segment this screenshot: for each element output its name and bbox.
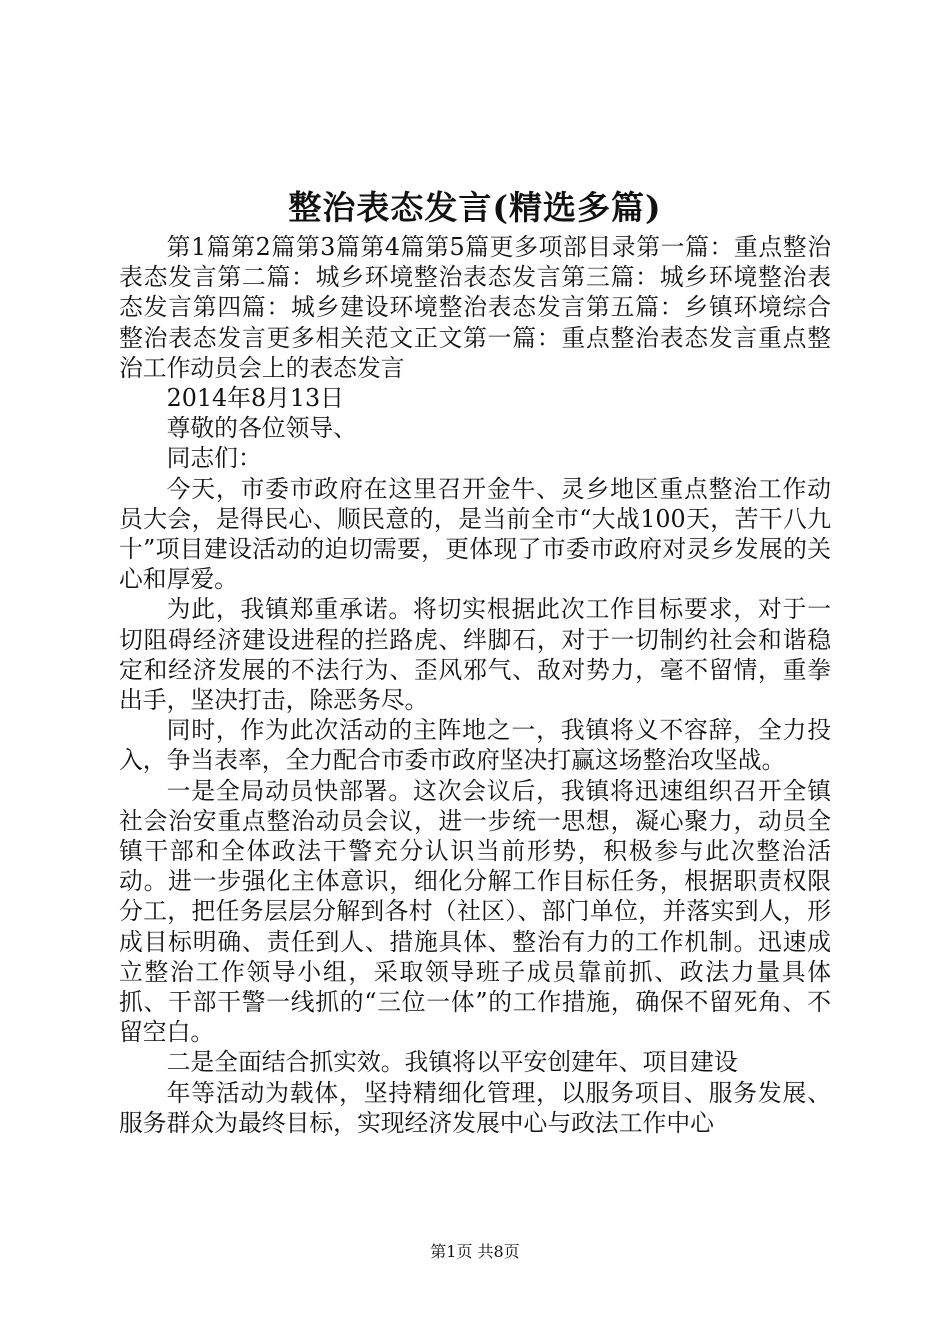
body-paragraph: 为此，我镇郑重承诺。将切实根据此次工作目标要求，对于一切阻碍经济建设进程的拦路虎、绊脚石，对于一切制约社会和谐稳定和经济发展的不法行为、歪风邪气、敌对势力，毫不留情，重拳出手，坚决打击，除恶务尽。 — [119, 595, 831, 715]
body-paragraph: 尊敬的各位领导、 — [166, 414, 357, 443]
body-paragraph: 年等活动为载体，坚持精细化管理，以服务项目、服务发展、服务群众为最终目标，实现经济发展中心与政法工作中心 — [119, 1078, 831, 1137]
body-paragraph: 同志们： — [166, 444, 262, 473]
body-paragraph: 第1篇第2篇第3篇第4篇第5篇更多项部目录第一篇：重点整治表态发言第二篇：城乡环境整治表态发言第三篇：城乡环境整治表态发言第四篇：城乡建设环境整治表态发言第五篇：乡镇环境综合整治表态发言更多相关范文正文第一篇：重点整治表态发言重点整治工作动员会上的表态发言 — [119, 233, 831, 382]
body-paragraph: 一是全局动员快部署。这次会议后，我镇将迅速组织召开全镇社会治安重点整治动员会议，进一步统一思想，凝心聚力，动员全镇干部和全体政法干警充分认识当前形势，积极参与此次整治活动。进一步强化主体意识，细化分解工作目标任务，根据职责权限分工，把任务层层分解到各村（社区）、部门单位，并落实到人，形成目标明确、责任到人、措施具体、整治有力的工作机制。迅速成立整治工作领导小组，采取领导班子成员靠前抓、政法力量具体抓、干部干警一线抓的“三位一体”的工作措施，确保不留死角、不留空白。 — [119, 776, 831, 1047]
document-title: 整治表态发言(精选多篇) — [288, 188, 662, 227]
body-paragraph: 2014年8月13日 — [166, 384, 344, 413]
body-paragraph: 同时，作为此次活动的主阵地之一，我镇将义不容辞，全力投入，争当表率，全力配合市委市政府坚决打赢这场整治攻坚战。 — [119, 716, 831, 775]
page-footer: 第1页 共8页 — [430, 1242, 520, 1261]
body-paragraph: 今天，市委市政府在这里召开金牛、灵乡地区重点整治工作动员大会，是得民心、顺民意的，是当前全市“大战100天，苦干八九十”项目建设活动的迫切需要，更体现了市委市政府对灵乡发展的关心和厚爱。 — [119, 474, 831, 594]
body-paragraph: 二是全面结合抓实效。我镇将以平安创建年、项目建设 — [166, 1048, 738, 1077]
document-body — [119, 232, 831, 1138]
